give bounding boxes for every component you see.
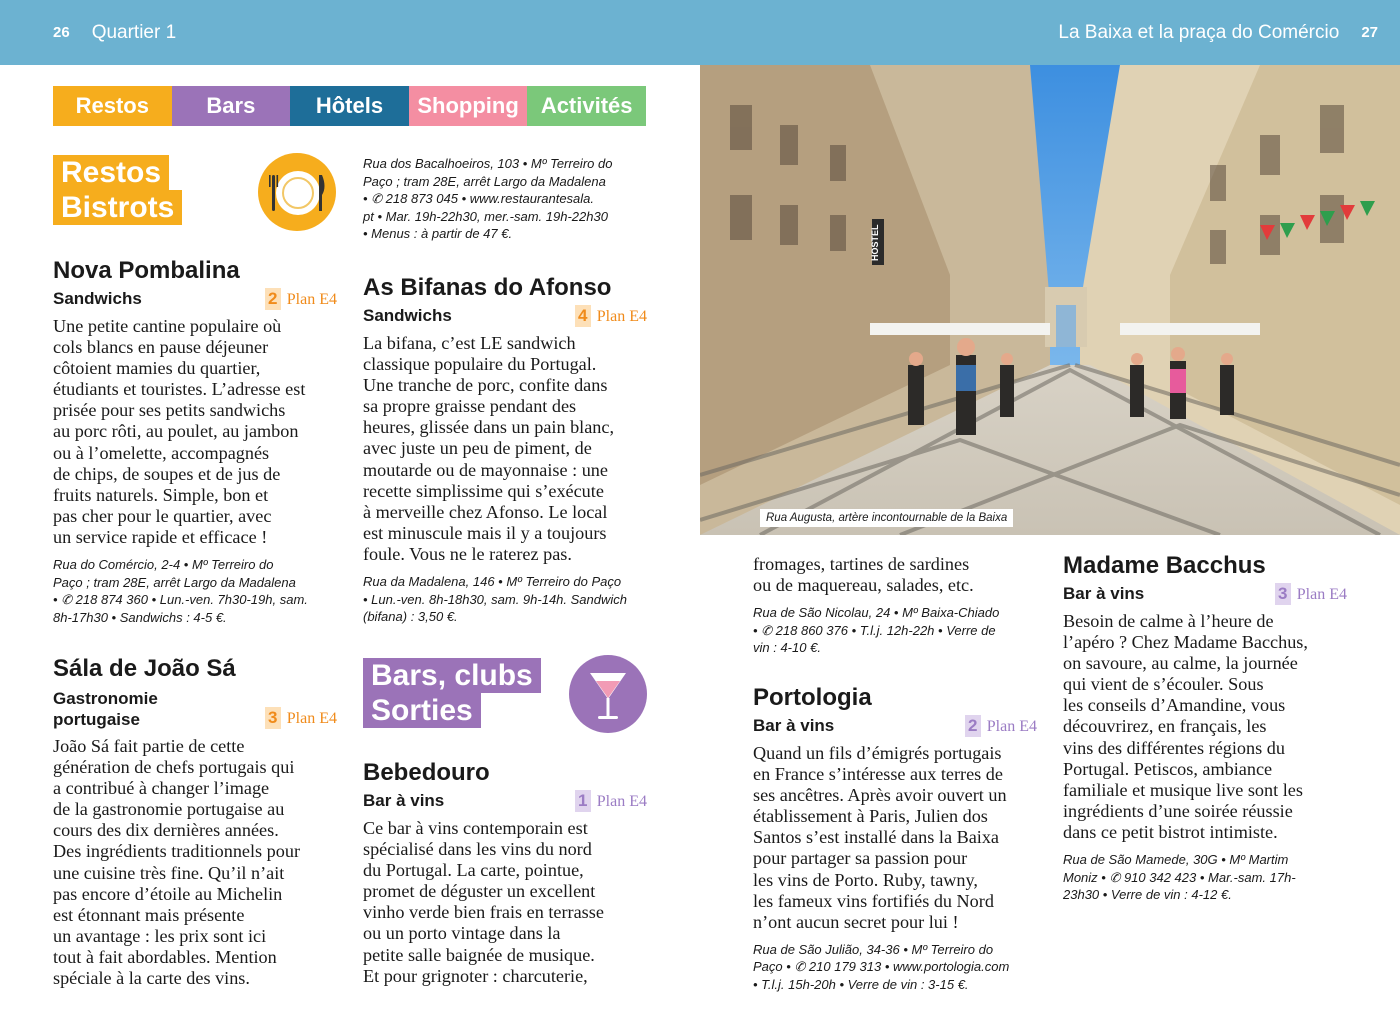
nova-body-line-3: côtoient mamies du quartier, — [53, 358, 261, 379]
bacchus-body-line-10: ingrédients d’une soirée réussie — [1063, 800, 1293, 821]
venue-sala-info — [363, 155, 653, 243]
venue-category: Bar à vins — [753, 716, 835, 735]
venue-name: Portologia — [753, 684, 872, 711]
bacchus-body-line-5: les conseils d’Amandine, vous — [1063, 695, 1286, 716]
bifanas-info-line-1: Rua da Madalena, 146 • Mº Terreiro do Paço — [363, 574, 622, 590]
bacchus-body-line-1: Besoin de calme à l’heure de — [1063, 611, 1274, 631]
right-page-header — [700, 0, 1400, 65]
venue-bebedouro-continued — [753, 554, 1043, 657]
venue-name: Bebedouro — [363, 759, 490, 786]
sala-body-line-2: génération de chefs portugais qui — [53, 757, 295, 778]
nova-body-line-7: ou à l’omelette, accompagnés — [53, 442, 270, 463]
bifanas-body-line-7: moutarde ou de mayonnaise : une — [363, 459, 608, 480]
bacchus-body-line-6: découvrirez, en français, les — [1063, 716, 1267, 737]
bacchus-body-line-3: on savoure, au calme, la journée — [1063, 653, 1298, 674]
sala-info-line-5: • Menus : à partir de 47 €. — [363, 226, 513, 242]
portologia-body-line-2: en France s’intéresse aux terres de — [753, 764, 1003, 785]
bifanas-body-line-6: avec juste un peu de piment, de — [363, 438, 592, 459]
sala-body-line-10: un avantage : les prix sont ici — [53, 925, 267, 946]
venue-bebedouro — [363, 759, 647, 987]
venue-description-continued — [753, 554, 1043, 596]
nova-body-line-11: un service rapide et efficace ! — [53, 526, 268, 547]
tab-activites[interactable]: Activités — [527, 86, 646, 126]
venue-description — [363, 818, 647, 987]
sala-info-line-2: Paço ; tram 28E, arrêt Largo da Madalena — [363, 173, 606, 189]
portologia-body-line-9: n’ont aucun secret pour lui ! — [753, 911, 959, 932]
sala-info-line-4: pt • Mar. 19h-22h30, mer.-sam. 19h-22h30 — [363, 208, 608, 224]
venue-nova-pombalina — [53, 257, 337, 626]
plan-number-badge: 4 — [575, 305, 591, 327]
bebedouro-body-line-7: petite salle baignée de musique. — [363, 944, 595, 965]
portologia-body-line-7: les vins de Porto. Ruby, tawny, — [753, 869, 978, 890]
plan-number-badge: 1 — [575, 790, 591, 812]
category-line-2: portugaise — [53, 710, 140, 729]
bars-section-heading — [363, 658, 541, 728]
sala-body-line-8: pas encore d’étoile au Michelin — [53, 883, 283, 904]
venue-description — [753, 743, 1037, 933]
plan-label: Plan E4 — [596, 793, 647, 810]
right-page-number: 27 — [1361, 24, 1378, 41]
portologia-body-line-4: établissement à Paris, Julien dos — [753, 806, 988, 827]
venue-description — [53, 316, 337, 548]
venue-description — [53, 736, 337, 989]
nova-info-line-3: • ✆ 218 874 360 • Lun.-ven. 7h30-19h, sam. — [53, 592, 308, 608]
sala-body-line-5: cours des dix dernières années. — [53, 820, 279, 841]
bebedouro-body-line-6: ou un porto vintage dans la — [363, 923, 561, 944]
category-line-1: Gastronomie — [53, 689, 158, 708]
sala-body-line-11: tout à fait abordables. Mention — [53, 946, 277, 967]
right-page-title: La Baixa et la praça do Comércio — [1058, 21, 1340, 43]
venue-sala-de-joao-sa — [53, 655, 337, 989]
venue-category: Bar à vins — [363, 791, 445, 810]
nova-info-line-1: Rua do Comércio, 2-4 • Mº Terreiro do — [53, 557, 274, 573]
bifanas-body-line-4: sa propre graisse pendant des — [363, 396, 577, 417]
plan-number-badge: 3 — [1275, 583, 1291, 605]
sala-info-line-1: Rua dos Bacalhoeiros, 103 • Mº Terreiro do — [363, 156, 613, 171]
venue-category: Sandwichs — [363, 306, 452, 325]
left-page-title: Quartier 1 — [91, 21, 177, 43]
bebedouro-body-line-4: promet de déguster un excellent — [363, 881, 596, 902]
photo-caption: Rua Augusta, artère incontournable de la Baixa — [760, 509, 1013, 527]
plan-reference — [1275, 583, 1347, 605]
bifanas-body-line-5: heures, glissée dans un pain blanc, — [363, 417, 615, 438]
portologia-body-line-8: les fameux vins fortifiés du Nord — [753, 890, 994, 911]
nova-body-line-8: de chips, de soupes et de jus de — [53, 463, 281, 484]
portologia-info-line-2: Paço • ✆ 210 179 313 • www.portologia.com — [753, 959, 1010, 975]
plan-label: Plan E4 — [286, 291, 337, 308]
plan-reference — [265, 707, 337, 729]
plan-label: Plan E4 — [1296, 586, 1347, 603]
bars-label-line1: Bars, clubs — [363, 658, 541, 693]
bebedouro-body-line-8: Et pour grignoter : charcuterie, — [363, 965, 588, 986]
portologia-info-line-1: Rua de São Julião, 34-36 • Mº Terreiro do — [753, 941, 994, 957]
plan-label: Plan E4 — [986, 718, 1037, 735]
bebedouro-info-line-3: vin : 4-10 €. — [753, 640, 821, 656]
nova-body-line-1: Une petite cantine populaire où — [53, 316, 282, 336]
sala-body-line-1: João Sá fait partie de cette — [53, 736, 245, 756]
bacchus-body-line-7: vins des différentes régions du — [1063, 737, 1285, 758]
bacchus-body-line-11: dans ce petit bistrot intimiste. — [1063, 821, 1278, 842]
sala-body-line-6: Des ingrédients traditionnels pour — [53, 841, 300, 862]
bifanas-body-line-8: recette simplissime qui s’exécute — [363, 480, 604, 501]
category-tabs — [53, 86, 646, 126]
venue-description — [363, 333, 647, 565]
plan-number-badge: 3 — [265, 707, 281, 729]
sala-body-line-4: de la gastronomie portugaise au — [53, 799, 285, 820]
nova-body-line-9: fruits naturels. Simple, bon et — [53, 484, 269, 505]
plan-number-badge: 2 — [265, 288, 281, 310]
plan-reference — [575, 790, 647, 812]
bacchus-info-line-2: Moniz • ✆ 910 342 423 • Mar.-sam. 17h- — [1063, 869, 1296, 885]
nova-body-line-2: cols blancs en pause déjeuner — [53, 337, 269, 358]
bifanas-body-line-10: est minuscule mais il y a toujours — [363, 522, 607, 543]
plan-number-badge: 2 — [965, 715, 981, 737]
bacchus-body-line-9: familiale et musique live sont les — [1063, 779, 1303, 800]
restos-label-line2: Bistrots — [53, 190, 182, 225]
venue-info — [1063, 851, 1347, 904]
bifanas-body-line-11: foule. Vous ne le raterez pas. — [363, 543, 572, 564]
bacchus-body-line-8: Portugal. Petiscos, ambiance — [1063, 758, 1273, 779]
plate-icon — [258, 153, 336, 231]
plan-reference — [965, 715, 1037, 737]
restos-section-heading — [53, 155, 182, 225]
bebedouro-body-line-1: Ce bar à vins contemporain est — [363, 818, 588, 838]
venue-name: As Bifanas do Afonso — [363, 274, 612, 301]
venue-info — [53, 556, 337, 626]
tab-restos[interactable]: Restos — [53, 86, 172, 126]
venue-madame-bacchus — [1063, 552, 1347, 904]
bars-label-line2: Sorties — [363, 693, 481, 728]
sala-body-line-9: est étonnant mais présente — [53, 904, 245, 925]
venue-category: Bar à vins — [1063, 584, 1145, 603]
venue-info — [753, 941, 1037, 994]
bebedouro-info-line-1: Rua de São Nicolau, 24 • Mº Baixa-Chiado — [753, 605, 1000, 621]
venue-description — [1063, 611, 1347, 843]
bifanas-info-line-3: (bifana) : 3,50 €. — [363, 609, 458, 625]
bacchus-body-line-4: qui vient de s’écouler. Sous — [1063, 674, 1264, 695]
venue-portologia — [753, 684, 1037, 994]
bacchus-body-line-2: l’apéro ? Chez Madame Bacchus, — [1063, 632, 1308, 653]
left-page-header — [0, 0, 700, 65]
bebedouro-info-line-2: • ✆ 218 860 376 • T.l.j. 12h-22h • Verre de — [753, 622, 996, 638]
venue-info — [363, 155, 653, 243]
venue-info — [363, 573, 647, 626]
street-photo — [700, 65, 1400, 535]
bebedouro-body-line-3: du Portugal. La carte, pointue, — [363, 860, 584, 881]
bifanas-body-line-9: à merveille chez Afonso. Le local — [363, 501, 608, 522]
portologia-info-line-3: • T.l.j. 15h-20h • Verre de vin : 3-15 €. — [753, 977, 969, 993]
bebedouro-body-line-2: spécialisé dans les vins du nord — [363, 839, 592, 860]
restos-label-line1: Restos — [53, 155, 169, 190]
plan-reference — [265, 288, 337, 310]
tab-hotels[interactable]: Hôtels — [290, 86, 409, 126]
sala-info-line-3: • ✆ 218 873 045 • www.restaurantesala. — [363, 191, 595, 207]
venue-category — [53, 688, 158, 730]
tab-shopping[interactable]: Shopping — [409, 86, 528, 126]
bacchus-info-line-1: Rua de São Mamede, 30G • Mº Martim — [1063, 852, 1289, 868]
sala-body-line-7: une cuisine très fine. Qu’il n’ait — [53, 862, 285, 883]
bacchus-info-line-3: 23h30 • Verre de vin : 4-12 €. — [1063, 887, 1232, 903]
nova-body-line-5: prisée pour ses petits sandwichs — [53, 400, 286, 421]
plan-label: Plan E4 — [286, 710, 337, 727]
portologia-body-line-5: Santos s’est installé dans la Baixa — [753, 827, 999, 848]
sala-body-line-12: spéciale à la carte des vins. — [53, 968, 250, 989]
venue-name: Sála de João Sá — [53, 655, 236, 682]
bebedouro-cont-line-2: ou de maquereau, salades, etc. — [753, 575, 974, 596]
bebedouro-cont-line-1: fromages, tartines de sardines — [753, 554, 970, 574]
nova-info-line-4: 8h-17h30 • Sandwichs : 4-5 €. — [53, 609, 227, 625]
venue-name: Madame Bacchus — [1063, 552, 1266, 579]
hostel-sign: HOSTEL — [870, 224, 880, 261]
bebedouro-body-line-5: vinho verde bien frais en terrasse — [363, 902, 604, 923]
nova-body-line-6: au porc rôti, au poulet, au jambon — [53, 421, 299, 442]
nova-body-line-10: pas cher pour le quartier, avec — [53, 505, 272, 526]
portologia-body-line-6: pour partager sa passion pour — [753, 848, 968, 869]
cocktail-icon — [569, 655, 647, 733]
tab-bars[interactable]: Bars — [172, 86, 291, 126]
venue-category: Sandwichs — [53, 289, 142, 308]
portologia-body-line-1: Quand un fils d’émigrés portugais — [753, 743, 1002, 763]
plan-reference — [575, 305, 647, 327]
venue-info — [753, 604, 1043, 657]
bifanas-info-line-2: • Lun.-ven. 8h-18h30, sam. 9h-14h. Sandwich — [363, 591, 627, 607]
portologia-body-line-3: ses ancêtres. Après avoir ouvert un — [753, 785, 1007, 806]
nova-info-line-2: Paço ; tram 28E, arrêt Largo da Madalena — [53, 574, 296, 590]
bifanas-body-line-3: Une tranche de porc, confite dans — [363, 375, 608, 396]
nova-body-line-4: étudiants et touristes. L’adresse est — [53, 379, 306, 400]
left-page-number: 26 — [53, 24, 70, 41]
sala-body-line-3: a contribué à changer l’image — [53, 778, 270, 799]
venue-as-bifanas-do-afonso — [363, 274, 647, 626]
bifanas-body-line-2: classique populaire du Portugal. — [363, 354, 597, 375]
plan-label: Plan E4 — [596, 308, 647, 325]
bifanas-body-line-1: La bifana, c’est LE sandwich — [363, 333, 576, 353]
venue-name: Nova Pombalina — [53, 257, 240, 284]
